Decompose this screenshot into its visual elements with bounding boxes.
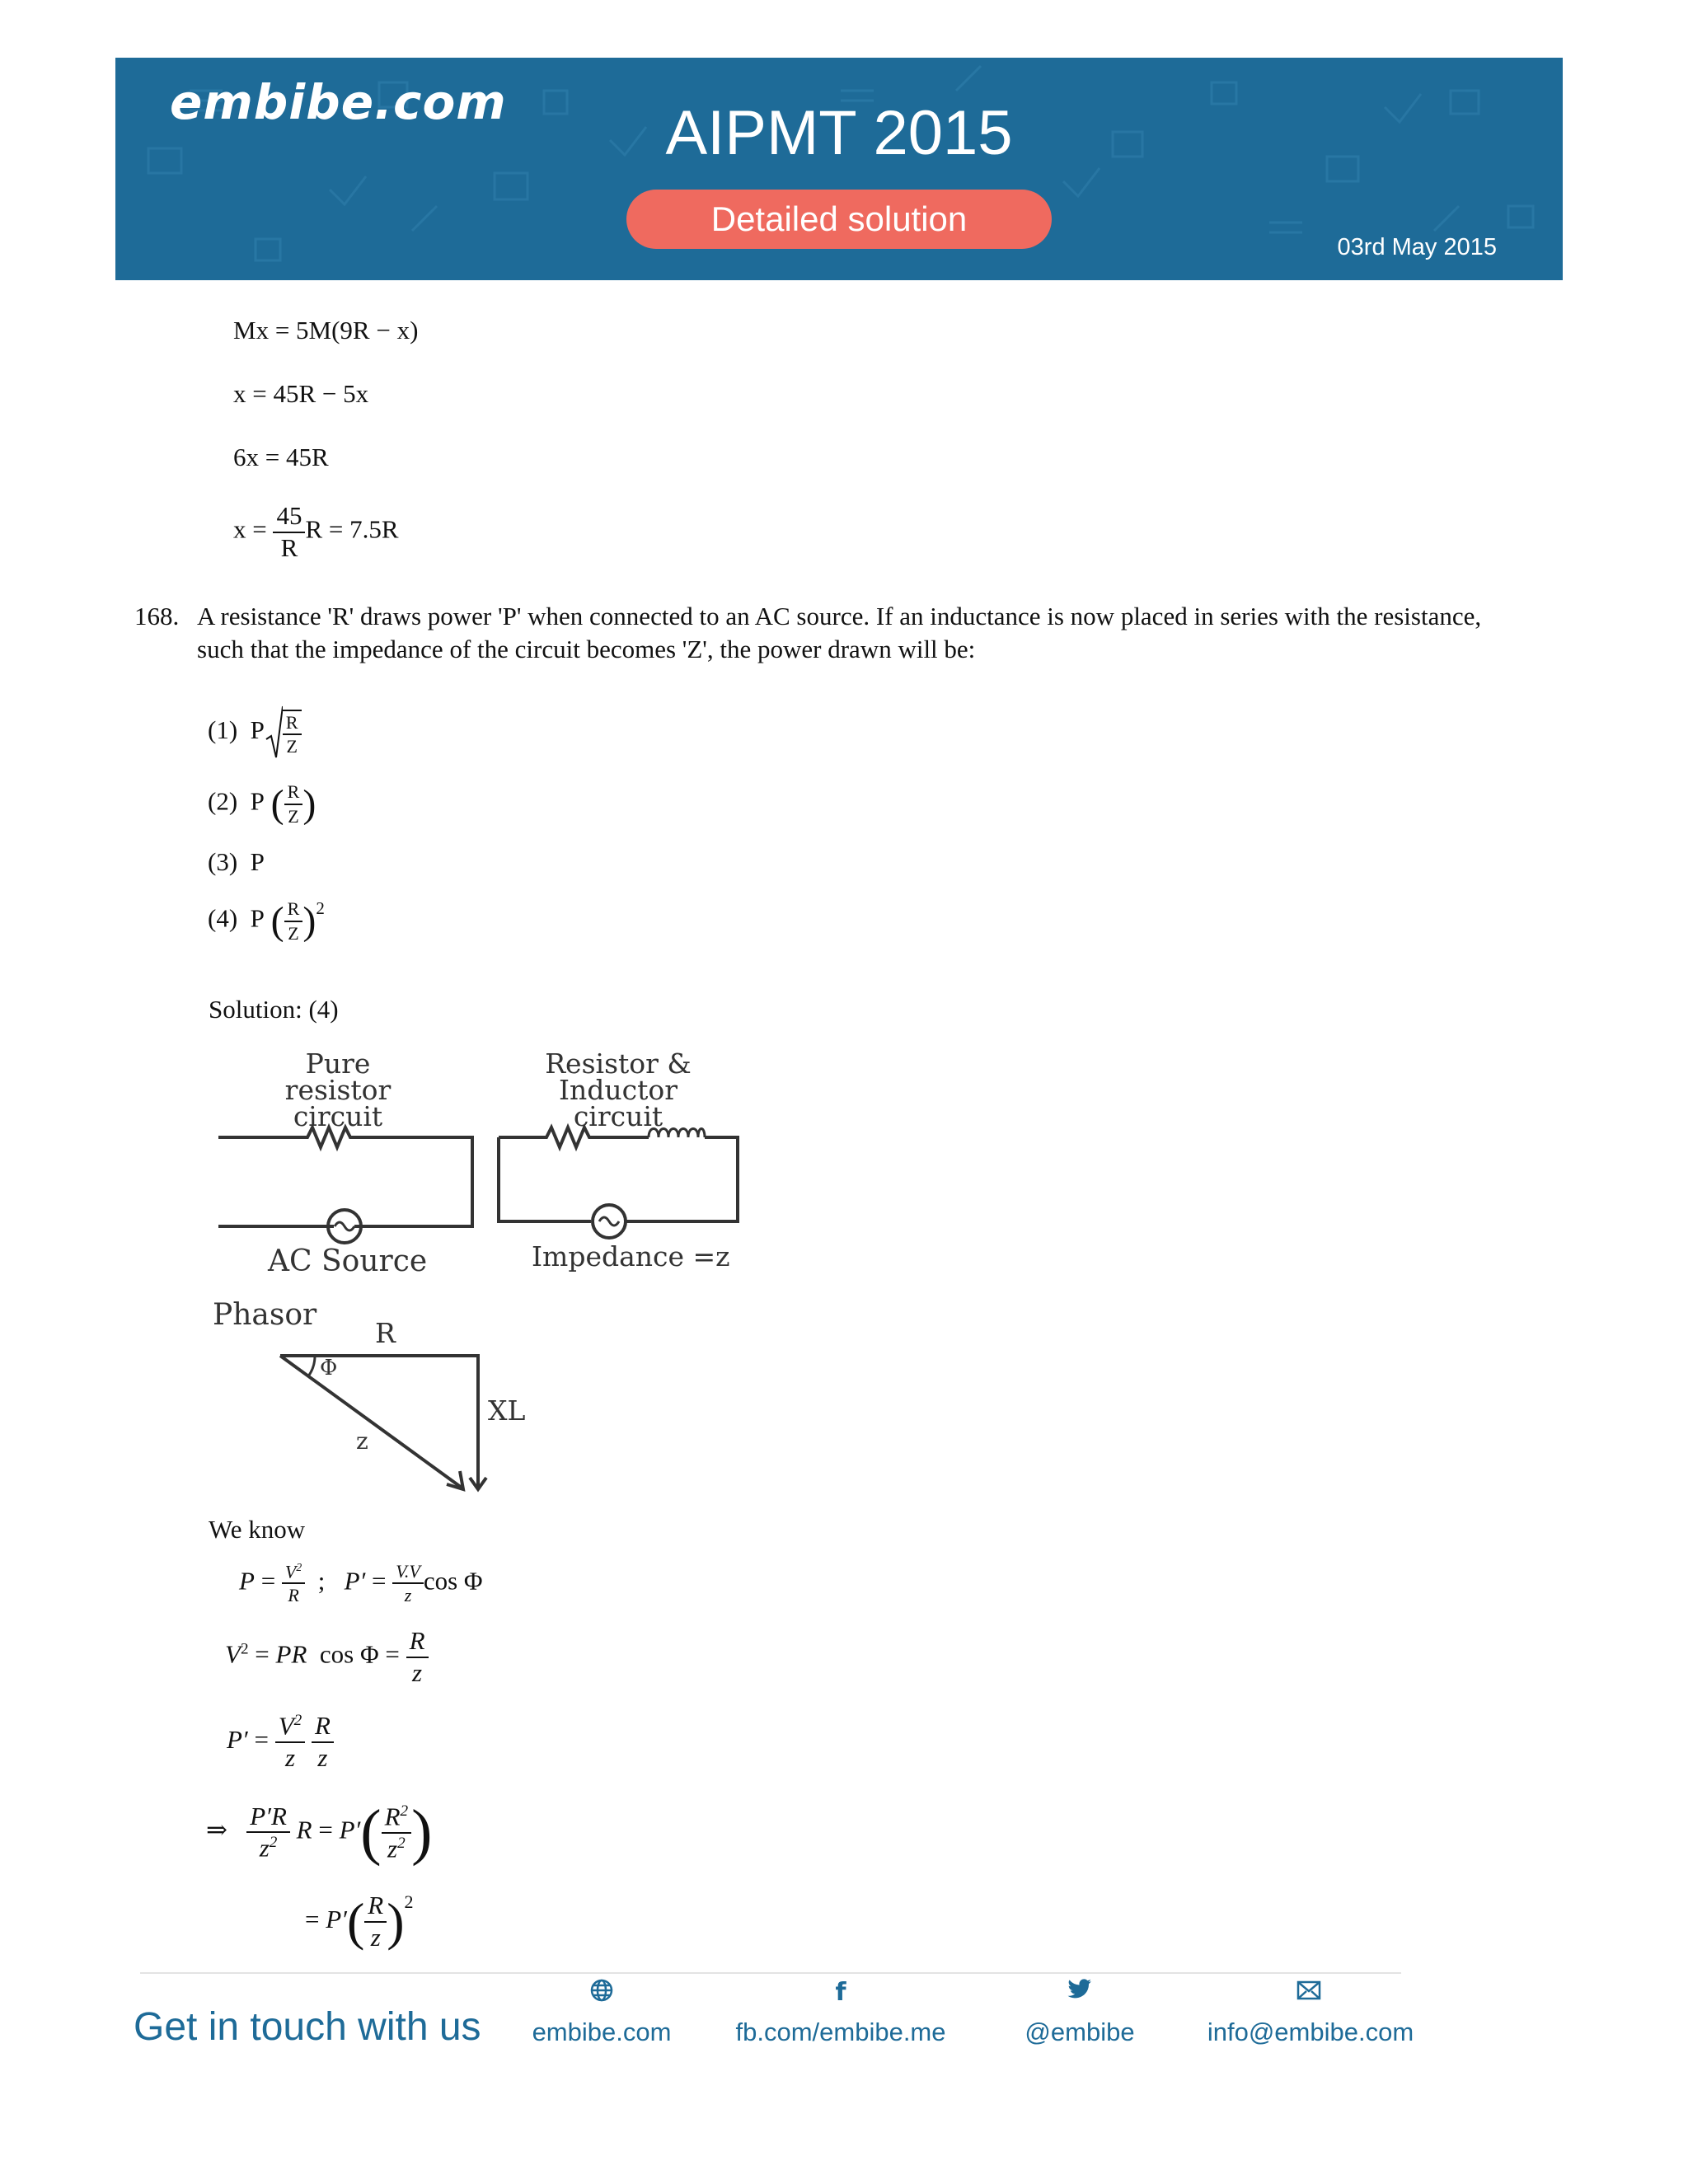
detailed-solution-badge: Detailed solution [626,190,1052,249]
website-link[interactable]: embibe.com [532,2018,672,2046]
derivation-line-1: P = $\frac{V^2}{R}$ ; P′ = $\frac{V.V}{z}$ cos Φ [239,1561,483,1606]
email-link[interactable]: info@embibe.com [1207,2018,1414,2046]
resistor-inductor-title: Resistor & Inductor circuit [545,1047,692,1132]
phasor-phi-label: Φ [320,1356,338,1380]
derivation-line-3: P′ = $\frac{V^2}{z}$ $\frac{R}{z}$ [227,1713,334,1771]
embibe-logo: embibe.com [170,74,507,130]
equation-3: 6x = 45R [233,443,329,471]
impedance-label: Impedance =z [532,1240,730,1272]
facebook-link[interactable]: fb.com/embibe.me [735,2018,946,2046]
question-168 [134,600,1503,666]
fraction: $\frac{45}{R}$ [273,503,305,561]
pure-resistor-title: Pure resistor circuit [284,1047,392,1132]
we-know-text: We know [209,1515,306,1544]
phi-arc [308,1356,315,1376]
exam-date: 03rd May 2015 [1337,234,1497,260]
phasor-r-label: R [375,1317,396,1349]
phasor-diagram [272,1347,503,1496]
sqrt-symbol [265,705,283,761]
globe-icon [577,1978,626,2009]
phasor-z-label: z [356,1427,368,1455]
facebook-icon: f [835,1978,846,2007]
derivation-line-2: $V^2$ = PR cos Φ = $\frac{R}{z}$ [225,1628,429,1686]
equation-1: Mx = 5M(9R − x) [233,316,419,344]
equation-2: x = 45R − 5x [233,379,369,408]
question-text: A resistance 'R' draws power 'P' when connected to an AC source. If an inductance is now placed in series with the resistance, such that the impedance of the circuit becomes 'Z', the power drawn will be: [197,602,1482,663]
exam-title: AIPMT 2015 [665,98,1013,168]
phasor-xl-label: XL [488,1394,526,1427]
twitter-link[interactable]: @embibe [1025,2018,1135,2046]
ac-source-label: AC Source [268,1244,428,1278]
mail-icon [1284,1978,1334,2007]
resistor-inductor-circuit [499,1127,738,1238]
footer-divider [140,1972,1401,1974]
option-1: (1) P $\frac{R}{Z}$ [208,705,302,761]
derivation-line-5: = P′( $\frac{R}{z}$ )$^2$ [305,1891,414,1952]
phasor-title: Phasor [213,1298,317,1332]
option-2: (2) P ( $\frac{R}{Z}$ ) [208,781,316,827]
equation-4: x = $\frac{45}{R}$ R = 7.5R [233,501,399,562]
question-number: 168. [134,602,180,630]
twitter-icon [1055,1978,1104,2007]
solution-heading: Solution: (4) [209,995,339,1024]
option-3: (3) P [208,847,265,876]
get-in-touch-heading: Get in touch with us [134,2005,481,2049]
pure-resistor-circuit [218,1127,472,1243]
option-4: (4) P ( $\frac{R}{Z}$ )$^2$ [208,898,325,944]
header-banner [115,58,1563,280]
derivation-line-4: ⇒ $\frac{P'R}{z^2}$ R = P′( $\frac{R^2}{z^2}$ ) [206,1797,433,1867]
